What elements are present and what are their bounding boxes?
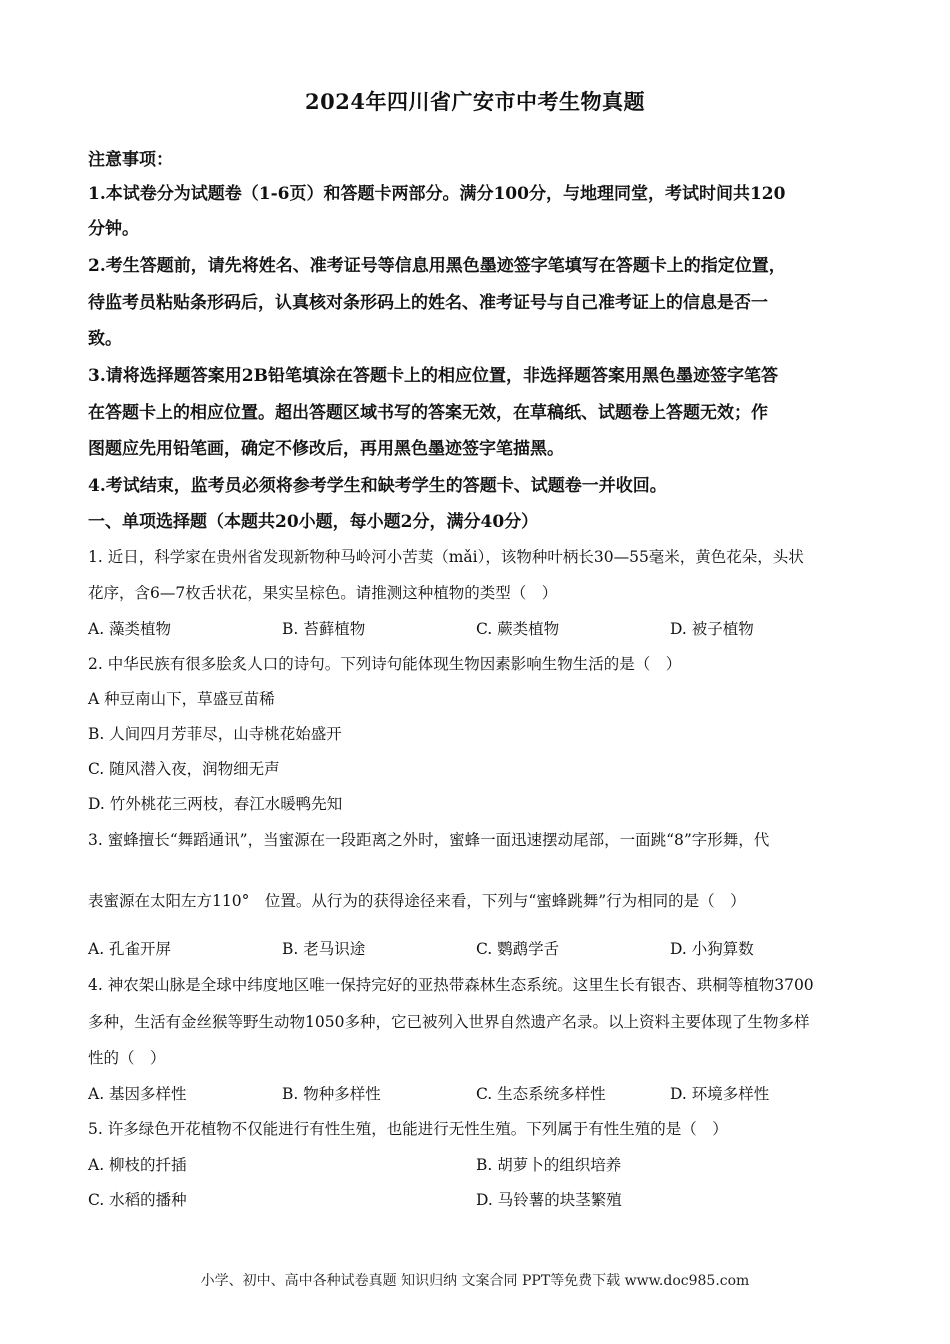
question-1-stem-line-2: 花序，含6—7枚舌状花，果实呈棕色。请推测这种植物的类型（ ） <box>88 584 558 602</box>
question-3-option-b: B. 老马识途 <box>282 940 366 958</box>
question-2-option-d: D. 竹外桃花三两枝，春江水暖鸭先知 <box>88 795 343 813</box>
notice-item-2-line-1: 2.考生答题前，请先将姓名、准考证号等信息用黑色墨迹签字笔填写在答题卡上的指定位置， <box>88 256 786 276</box>
question-4-option-d: D. 环境多样性 <box>670 1085 770 1103</box>
notice-item-4: 4.考试结束，监考员必须将参考学生和缺考学生的答题卡、试题卷一并收回。 <box>88 476 667 496</box>
notice-item-3-line-1: 3.请将选择题答案用2B铅笔填涂在答题卡上的相应位置，非选择题答案用黑色墨迹签字笔答 <box>88 366 778 386</box>
question-5-option-d: D. 马铃薯的块茎繁殖 <box>476 1191 622 1209</box>
notice-heading: 注意事项： <box>88 150 173 170</box>
question-2-option-b: B. 人间四月芳菲尽，山寺桃花始盛开 <box>88 725 342 743</box>
question-4-stem-line-2: 多种，生活有金丝猴等野生动物1050多种，它已被列入世界自然遗产名录。以上资料主要体现了生物多样 <box>88 1013 810 1031</box>
question-5-stem: 5. 许多绿色开花植物不仅能进行有性生殖，也能进行无性生殖。下列属于有性生殖的是（ ） <box>88 1120 728 1138</box>
page-footer: 小学、初中、高中各种试卷真题 知识归纳 文案合同 PPT等免费下载 www.doc985.com <box>200 1273 750 1289</box>
question-1-option-a: A. 藻类植物 <box>88 620 172 638</box>
question-4-option-b: B. 物种多样性 <box>282 1085 381 1103</box>
question-1-stem-line-1: 1. 近日，科学家在贵州省发现新物种马岭河小苦荬（mǎi），该物种叶柄长30—55毫米，黄色花朵，头状 <box>88 548 804 566</box>
question-3-option-c: C. 鹦鹉学舌 <box>476 940 560 958</box>
question-4-stem-line-3: 性的（ ） <box>88 1049 166 1067</box>
page-title: 2024年四川省广安市中考生物真题 <box>305 89 645 114</box>
question-1-option-b: B. 苔藓植物 <box>282 620 366 638</box>
question-5-option-b: B. 胡萝卜的组织培养 <box>476 1156 622 1174</box>
question-1-option-c: C. 蕨类植物 <box>476 620 560 638</box>
question-5-option-a: A. 柳枝的扦插 <box>88 1156 187 1174</box>
question-3-stem-line-2: 表蜜源在太阳左方110° 位置。从行为的获得途径来看，下列与“蜜蜂跳舞”行为相同的是（ ） <box>88 892 746 910</box>
notice-item-2-line-2: 待监考员粘贴条形码后，认真核对条形码上的姓名、准考证号与自己准考证上的信息是否一 <box>88 293 768 313</box>
section-heading: 一、单项选择题（本题共20小题，每小题2分，满分40分） <box>88 512 539 532</box>
question-4-option-a: A. 基因多样性 <box>88 1085 187 1103</box>
question-2-option-a: A 种豆南山下，草盛豆苗稀 <box>88 690 275 708</box>
question-3-option-d: D. 小狗算数 <box>670 940 754 958</box>
question-1-option-d: D. 被子植物 <box>670 620 754 638</box>
notice-item-3-line-3: 图题应先用铅笔画，确定不修改后，再用黑色墨迹签字笔描黑。 <box>88 439 564 459</box>
question-3-stem-line-1: 3. 蜜蜂擅长“舞蹈通讯”，当蜜源在一段距离之外时，蜜蜂一面迅速摆动尾部，一面跳“8”字形舞，代 <box>88 831 770 849</box>
notice-item-2-line-3: 致。 <box>88 329 122 349</box>
question-4-option-c: C. 生态系统多样性 <box>476 1085 606 1103</box>
question-3-option-a: A. 孔雀开屏 <box>88 940 172 958</box>
question-2-stem: 2. 中华民族有很多脍炙人口的诗句。下列诗句能体现生物因素影响生物生活的是（ ） <box>88 655 682 673</box>
question-5-option-c: C. 水稻的播种 <box>88 1191 187 1209</box>
notice-item-1-line-2: 分钟。 <box>88 219 139 239</box>
notice-item-1-line-1: 1.本试卷分为试题卷（1-6页）和答题卡两部分。满分100分，与地理同堂，考试时间共120 <box>88 184 786 204</box>
notice-item-3-line-2: 在答题卡上的相应位置。超出答题区域书写的答案无效，在草稿纸、试题卷上答题无效；作 <box>88 403 768 423</box>
question-4-stem-line-1: 4. 神农架山脉是全球中纬度地区唯一保持完好的亚热带森林生态系统。这里生长有银杏、珙桐等植物3700 <box>88 976 814 994</box>
question-2-option-c: C. 随风潜入夜，润物细无声 <box>88 760 280 778</box>
